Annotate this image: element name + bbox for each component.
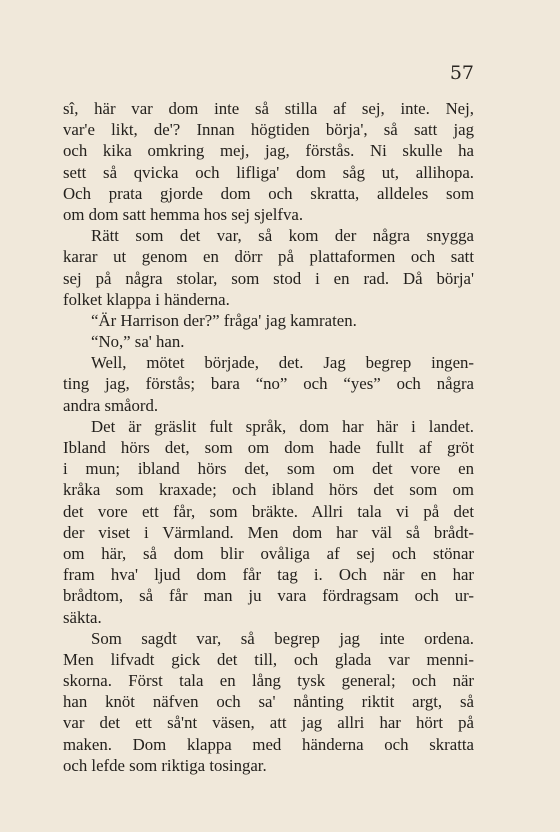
text-line: maken. Dom klappa med händerna och skratta: [63, 734, 474, 754]
text-line: Som sagdt var, så begrep jag inte ordena.: [91, 628, 474, 648]
text-line: sej på några stolar, som stod i en rad. Då börja': [63, 268, 474, 288]
text-line: brådtom, så får man ju vara fördragsam och ur-: [63, 586, 474, 606]
text-line: sett så qvicka och lifliga' dom såg ut, allihopa.: [63, 162, 474, 182]
text-line: och kika omkring mej, jag, förstås. Ni skulle ha: [63, 141, 474, 161]
text-line: karar ut genom en dörr på plattaformen och satt: [63, 247, 474, 267]
text-line: Men lifvadt gick det till, och glada var menni-: [63, 649, 474, 669]
text-line: ting jag, förstås; bara “no” och “yes” och några: [63, 374, 474, 394]
text-line: om dom satt hemma hos sej sjelfva.: [63, 204, 304, 224]
text-line: Ibland hörs det, som om dom hade fullt af gröt: [63, 438, 474, 457]
text-line: andra småord.: [63, 395, 159, 415]
text-line: säkta.: [63, 607, 102, 627]
text-line: Well, mötet började, det. Jag begrep ingen-: [91, 353, 474, 373]
text-line: “No,” sa' han.: [91, 332, 185, 352]
text-line: sî, här var dom inte så stilla af sej, inte. Nej,: [63, 99, 474, 118]
text-line: Och prata gjorde dom och skratta, alldeles som: [63, 183, 474, 203]
text-line: han knöt näfven och sa' nånting riktit argt, så: [63, 692, 474, 712]
text-line: det vore ett får, som bräkte. Allri tala vi på det: [63, 501, 474, 521]
text-line: och lefde som riktiga tosingar.: [63, 755, 267, 775]
text-line: var'e likt, de'? Innan högtiden börja', så satt jag: [63, 120, 474, 140]
text-line: i mun; ibland hörs det, som om det vore en: [63, 459, 474, 479]
text-line: om här, så dom blir ovåliga af sej och stönar: [63, 543, 474, 563]
body-text: [63, 98, 474, 776]
text-line: kråka som kraxade; och ibland hörs det som om: [63, 480, 474, 500]
text-line: Rätt som det var, så kom der några snygga: [91, 226, 474, 246]
text-line: “Är Harrison der?” fråga' jag kamraten.: [91, 310, 357, 330]
text-line: skorna. Först tala en lång tysk general; och när: [63, 671, 474, 691]
text-line: Det är gräslit fult språk, dom har här i landet.: [91, 416, 474, 436]
text-line: var det ett så'nt väsen, att jag allri har hört på: [63, 713, 474, 733]
text-line: fram hva' ljud dom får tag i. Och när en har: [63, 565, 474, 585]
text-line: der viset i Värmland. Men dom har väl så brådt-: [63, 522, 474, 542]
text-line: folket klappa i händerna.: [63, 289, 230, 309]
page-number: 57: [449, 62, 474, 84]
